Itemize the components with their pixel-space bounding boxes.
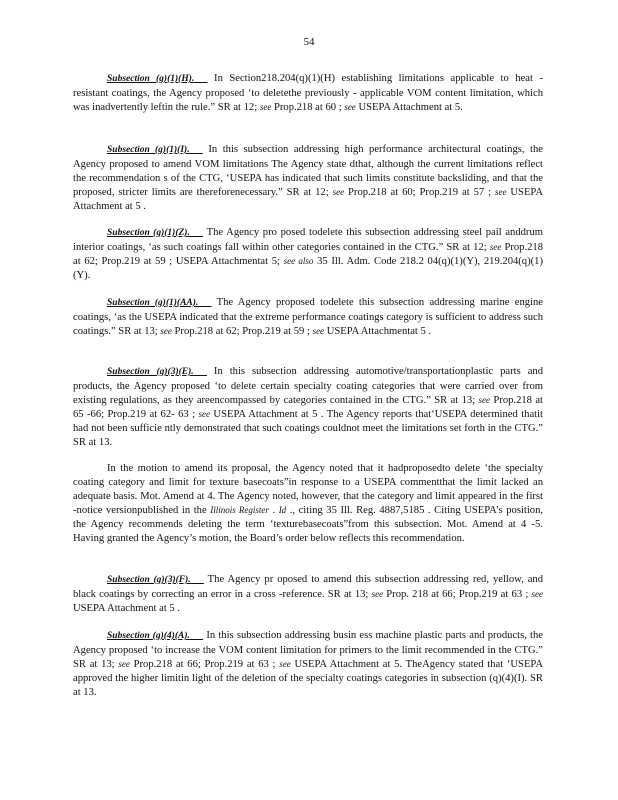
paragraph-subsection-g1h	[73, 72, 543, 115]
citation-signal: Illinois Register	[210, 504, 269, 515]
citation-signal: see	[344, 101, 356, 112]
paragraph-text: USEPA Attachment at 5 . The Agency reports that‘USEPA determined thatit had not been sufficie ntly demonstrated that such coatings couldnot meet the limitations set forth in the CTG.” SR at 13.	[73, 408, 543, 448]
subsection-label: Subsection (g)(3)(F).	[107, 575, 191, 585]
paragraph-text: Prop.218 at 65 -66; Prop.219 at 62- 63 ;	[73, 394, 543, 420]
paragraph-subsection-g1i	[73, 143, 543, 214]
paragraph-text: Prop. 218 at 66; Prop.219 at 63 ;	[383, 588, 532, 600]
paragraph-text: Prop.218 at 60; Prop.219 at 57 ;	[344, 186, 495, 198]
subsection-label: Subsection (g)(1)(H).	[107, 74, 195, 84]
citation-signal: see	[478, 394, 491, 405]
paragraph-text: Prop.218 at 66; Prop.219 at 63 ;	[129, 658, 280, 670]
paragraph-text: .	[268, 504, 279, 516]
paragraph-subsection-g4a	[73, 629, 543, 700]
paragraph-text: In this subsection addressing automotive/transportationplastic parts and products, the Agency proposed ‘to delete certain specialty coating categories that were carried over from existing regulations, as they areencompassed by categories contained in the CTG.” SR at 13;	[73, 366, 543, 406]
citation-signal: see	[198, 408, 210, 419]
label-underline-gap	[194, 365, 207, 379]
citation-signal: see	[494, 186, 507, 197]
label-underline-gap	[194, 72, 207, 86]
citation-signal: see	[531, 588, 543, 599]
label-underline-gap	[191, 573, 204, 587]
paragraph-text: USEPA Attachmentat 5 .	[324, 325, 432, 337]
paragraph-subsection-g1z	[73, 226, 543, 283]
paragraph-text: Prop.218 at 62; Prop.219 at 59 ; USEPA Attachmentat 5;	[73, 241, 544, 267]
paragraph-text: ., citing 35 Ill. Reg. 4887,5185 . Citing USEPA’s position, the Agency recommends deleting the term ‘texturebasecoats”from this subsection. Mot. Amend at 4 -5. Having granted the Agency’s motion, the Board’s order below reflects this recommendation.	[73, 504, 544, 544]
citation-signal: Id	[278, 504, 287, 515]
citation-signal: see	[160, 325, 172, 336]
paragraph-text: In Section218.204(q)(1)(H) establishing limitations applicable to heat -resistant coatings, the Agency proposed ‘to deletethe previously - applicable VOM content limitation, which was inadvertently leftin the rule.” SR at 12;	[73, 73, 543, 113]
citation-signal: see	[489, 241, 502, 252]
paragraph-text: The Agency pro posed todelete this subsection addressing steel pail anddrum interior coatings, ‘as such coatings fall within other categories contained in the CTG.” SR at 12;	[73, 227, 543, 253]
paragraph-subsection-g3f	[73, 573, 543, 616]
paragraph-text: Prop.218 at 60 ;	[271, 101, 345, 113]
citation-signal: see	[118, 658, 130, 669]
label-underline-gap	[190, 629, 203, 643]
paragraph-text: In the motion to amend its proposal, the Agency noted that it hadproposedto delete ‘the specialty coating category and limit for texture basecoats”in response to a USEPA commentthat the limit lacked an adequate basis. Mot. Amend at 4. The Agency noted, however, that the category and limit appeared in the first -notice versionpublished in the	[73, 463, 543, 516]
subsection-label: Subsection (g)(3)(E).	[107, 367, 194, 377]
paragraph-text: USEPA Attachment at 5 .	[73, 602, 181, 614]
paragraph-text: USEPA Attachment at 5. TheAgency stated that ‘USEPA approved the higher limitin light of the deletion of the specialty coatings categories in subsection (q)(4)(I). SR at 13.	[73, 658, 543, 698]
citation-signal: see	[279, 658, 291, 669]
citation-signal: see	[332, 186, 345, 197]
citation-signal: see	[312, 325, 325, 336]
subsection-label: Subsection (g)(1)(I).	[107, 145, 190, 155]
paragraph-text: 35 Ill. Adm. Code 218.2 04(q)(1)(Y), 219.204(q)(1)(Y).	[73, 255, 543, 281]
subsection-label: Subsection (g)(1)(AA).	[107, 298, 199, 308]
label-underline-gap	[198, 296, 211, 310]
paragraph-texture-basecoats	[73, 462, 543, 545]
paragraph-text: The Agency proposed todelete this subsection addressing marine engine coatings, ‘as the USEPA indicated that the extreme performance coatings category is sufficient to address such coatings.” SR at 13;	[73, 297, 543, 337]
page-number: 54	[303, 36, 315, 48]
paragraph-text: In this subsection addressing busin ess machine plastic parts and products, the Agency proposed ‘to increase the VOM content limitation for primers to the limit recommended in the CTG.” SR at 13;	[73, 630, 543, 670]
label-underline-gap	[190, 226, 203, 240]
citation-signal: see	[371, 588, 384, 599]
paragraph-text: The Agency pr oposed to amend this subsection addressing red, yellow, and black coatings by correcting an error in a cross -reference. SR at 13;	[73, 574, 544, 600]
paragraph-text: USEPA Attachment at 5 .	[73, 186, 543, 212]
subsection-label: Subsection (g)(1)(Z).	[107, 228, 190, 238]
subsection-label: Subsection (g)(4)(A).	[107, 631, 190, 641]
paragraph-subsection-g3e	[73, 365, 543, 449]
paragraph-text: Prop.218 at 62; Prop.219 at 59 ;	[171, 325, 313, 337]
paragraph-text: In this subsection addressing high performance architectural coatings, the Agency proposed to amend VOM limitations The Agency state dthat, although the current limitations reflect the recommendation s of the CTG, ‘USEPA has indicated that such limits constitute backsliding, and that the proposed, stricter limits are thereforenecessary.” SR at 12;	[73, 144, 543, 198]
label-underline-gap	[190, 143, 203, 157]
citation-signal: see also	[283, 255, 314, 266]
citation-signal: see	[259, 101, 272, 112]
paragraph-subsection-g1aa	[73, 296, 543, 339]
paragraph-text: USEPA Attachment at 5.	[355, 101, 463, 113]
